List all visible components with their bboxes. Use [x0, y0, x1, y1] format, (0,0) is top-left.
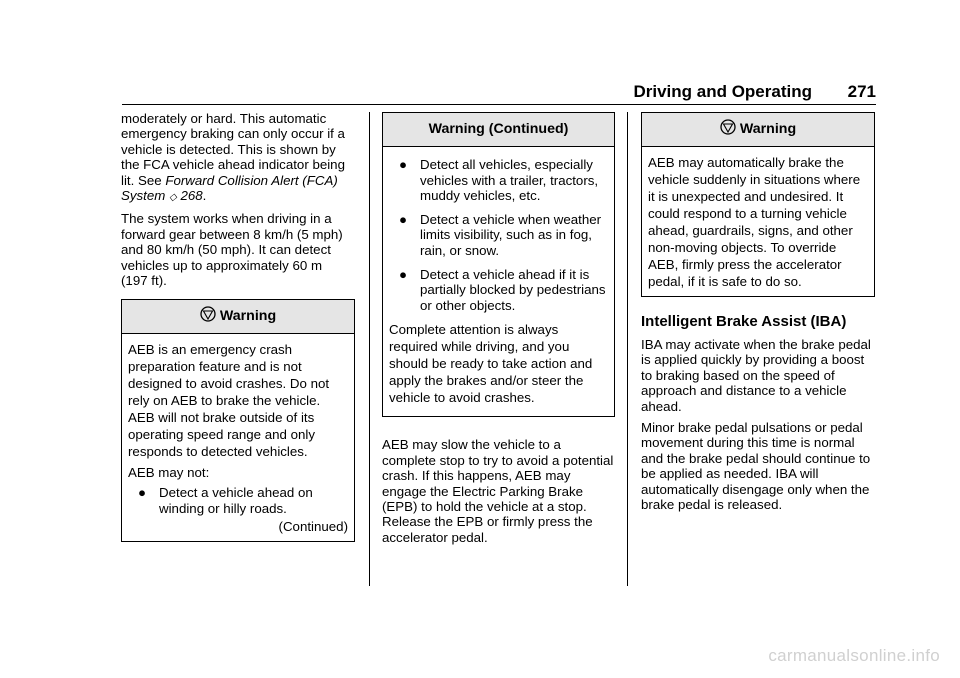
warning-icon: [200, 302, 216, 335]
list-item-text: Detect a vehicle ahead on winding or hilly roads.: [159, 485, 313, 517]
column-2: [382, 112, 615, 551]
paragraph: [121, 111, 355, 205]
list-item: [389, 267, 608, 314]
fca-link[interactable]: Forward Collision Alert (FCA) System: [121, 172, 338, 204]
warning-box: [121, 299, 355, 541]
continued-label: (Continued): [278, 518, 348, 534]
column-3: [641, 112, 875, 518]
warning-box: [641, 112, 875, 297]
warning-text: AEB is an emergency crash preparation feature and is not designed to avoid crashes. Do not rely on AEB to brake the vehicle. AEB will not brake outside of its operating speed range and only responds to detected vehicles.: [128, 342, 330, 460]
warning-title: Warning (Continued): [428, 121, 569, 137]
bullet-list: [128, 485, 348, 516]
list-item-text: Detect a vehicle ahead if it is partially blocked by pedestrians or other objects.: [420, 266, 606, 313]
warning-body: [642, 147, 874, 296]
page-number: 271: [847, 82, 876, 101]
paragraph: IBA may activate when the brake pedal is applied quickly by providing a boost to braking based on the speed of approach and distance to a vehicle ahead.: [641, 337, 871, 414]
paragraph: The system works when driving in a forward gear between 8 km/h (5 mph) and 80 km/h (50 mph). It can detect vehicles up to approximately 60 m (197 ft).: [121, 211, 343, 289]
bullet-list: [389, 157, 608, 313]
paragraph: AEB may slow the vehicle to a complete stop to try to avoid a potential crash. If this happens, AEB may engage the Electric Parking Brake (EPB) to hold the vehicle at a stop. Release the EPB or firmly press the accelerator pedal.: [382, 437, 614, 545]
column-divider: [369, 112, 370, 586]
section-heading: Intelligent Brake Assist (IBA): [641, 313, 847, 330]
warning-title: Warning: [219, 308, 277, 325]
bullet-icon: ●: [399, 157, 408, 172]
section-title: Driving and Operating: [633, 82, 812, 101]
paragraph: Minor brake pedal pulsations or pedal movement during this time is normal and the brake pedal should continue to be applied as needed. IBA will automatically disengage only when the brake pedal is released.: [641, 420, 871, 513]
paragraph-text: moderately or hard. This automatic emergency braking can only occur if a vehicle is detected. This is shown by the FCA vehicle ahead indicator being lit. See: [121, 111, 345, 188]
warning-header: [642, 113, 874, 147]
header-rule: [122, 104, 876, 105]
list-item-text: Detect a vehicle when weather limits visibility, such as in fog, rain, or snow.: [420, 211, 602, 258]
warning-icon: [720, 115, 736, 148]
watermark: carmanualsonline.info: [768, 646, 940, 665]
list-item: [389, 212, 608, 259]
bullet-icon: ●: [399, 211, 408, 227]
warning-header: [383, 113, 614, 147]
page-reference[interactable]: 268: [180, 188, 203, 204]
list-item-text: Detect all vehicles, especially vehicles with a trailer, tractors, muddy vehicles, etc.: [420, 157, 599, 204]
warning-body: [122, 334, 354, 540]
warning-box: [382, 112, 615, 417]
warning-body: [383, 147, 614, 416]
warning-header: [122, 300, 354, 334]
list-item: [389, 157, 608, 204]
column-1: [121, 111, 355, 542]
page-header: [122, 82, 876, 102]
column-divider: [627, 112, 628, 586]
warning-text: AEB may automatically brake the vehicle suddenly in situations where it is unexpected and undesired. It could respond to a turning vehicle ahead, guardrails, signs, and other non-moving objects. To override AEB, firmly press the accelerator pedal, if it is safe to do so.: [648, 155, 861, 289]
bullet-icon: ●: [399, 266, 408, 282]
warning-text: Complete attention is always required while driving, and you should be ready to take action and apply the brakes and/or steer the vehicle to avoid crashes.: [389, 322, 593, 406]
list-item: [128, 485, 348, 516]
warning-text: AEB may not:: [128, 465, 210, 481]
ref-arrow-icon: ◇: [169, 192, 177, 204]
period: .: [202, 188, 207, 204]
bullet-icon: ●: [138, 485, 147, 501]
warning-title: Warning: [739, 121, 797, 137]
